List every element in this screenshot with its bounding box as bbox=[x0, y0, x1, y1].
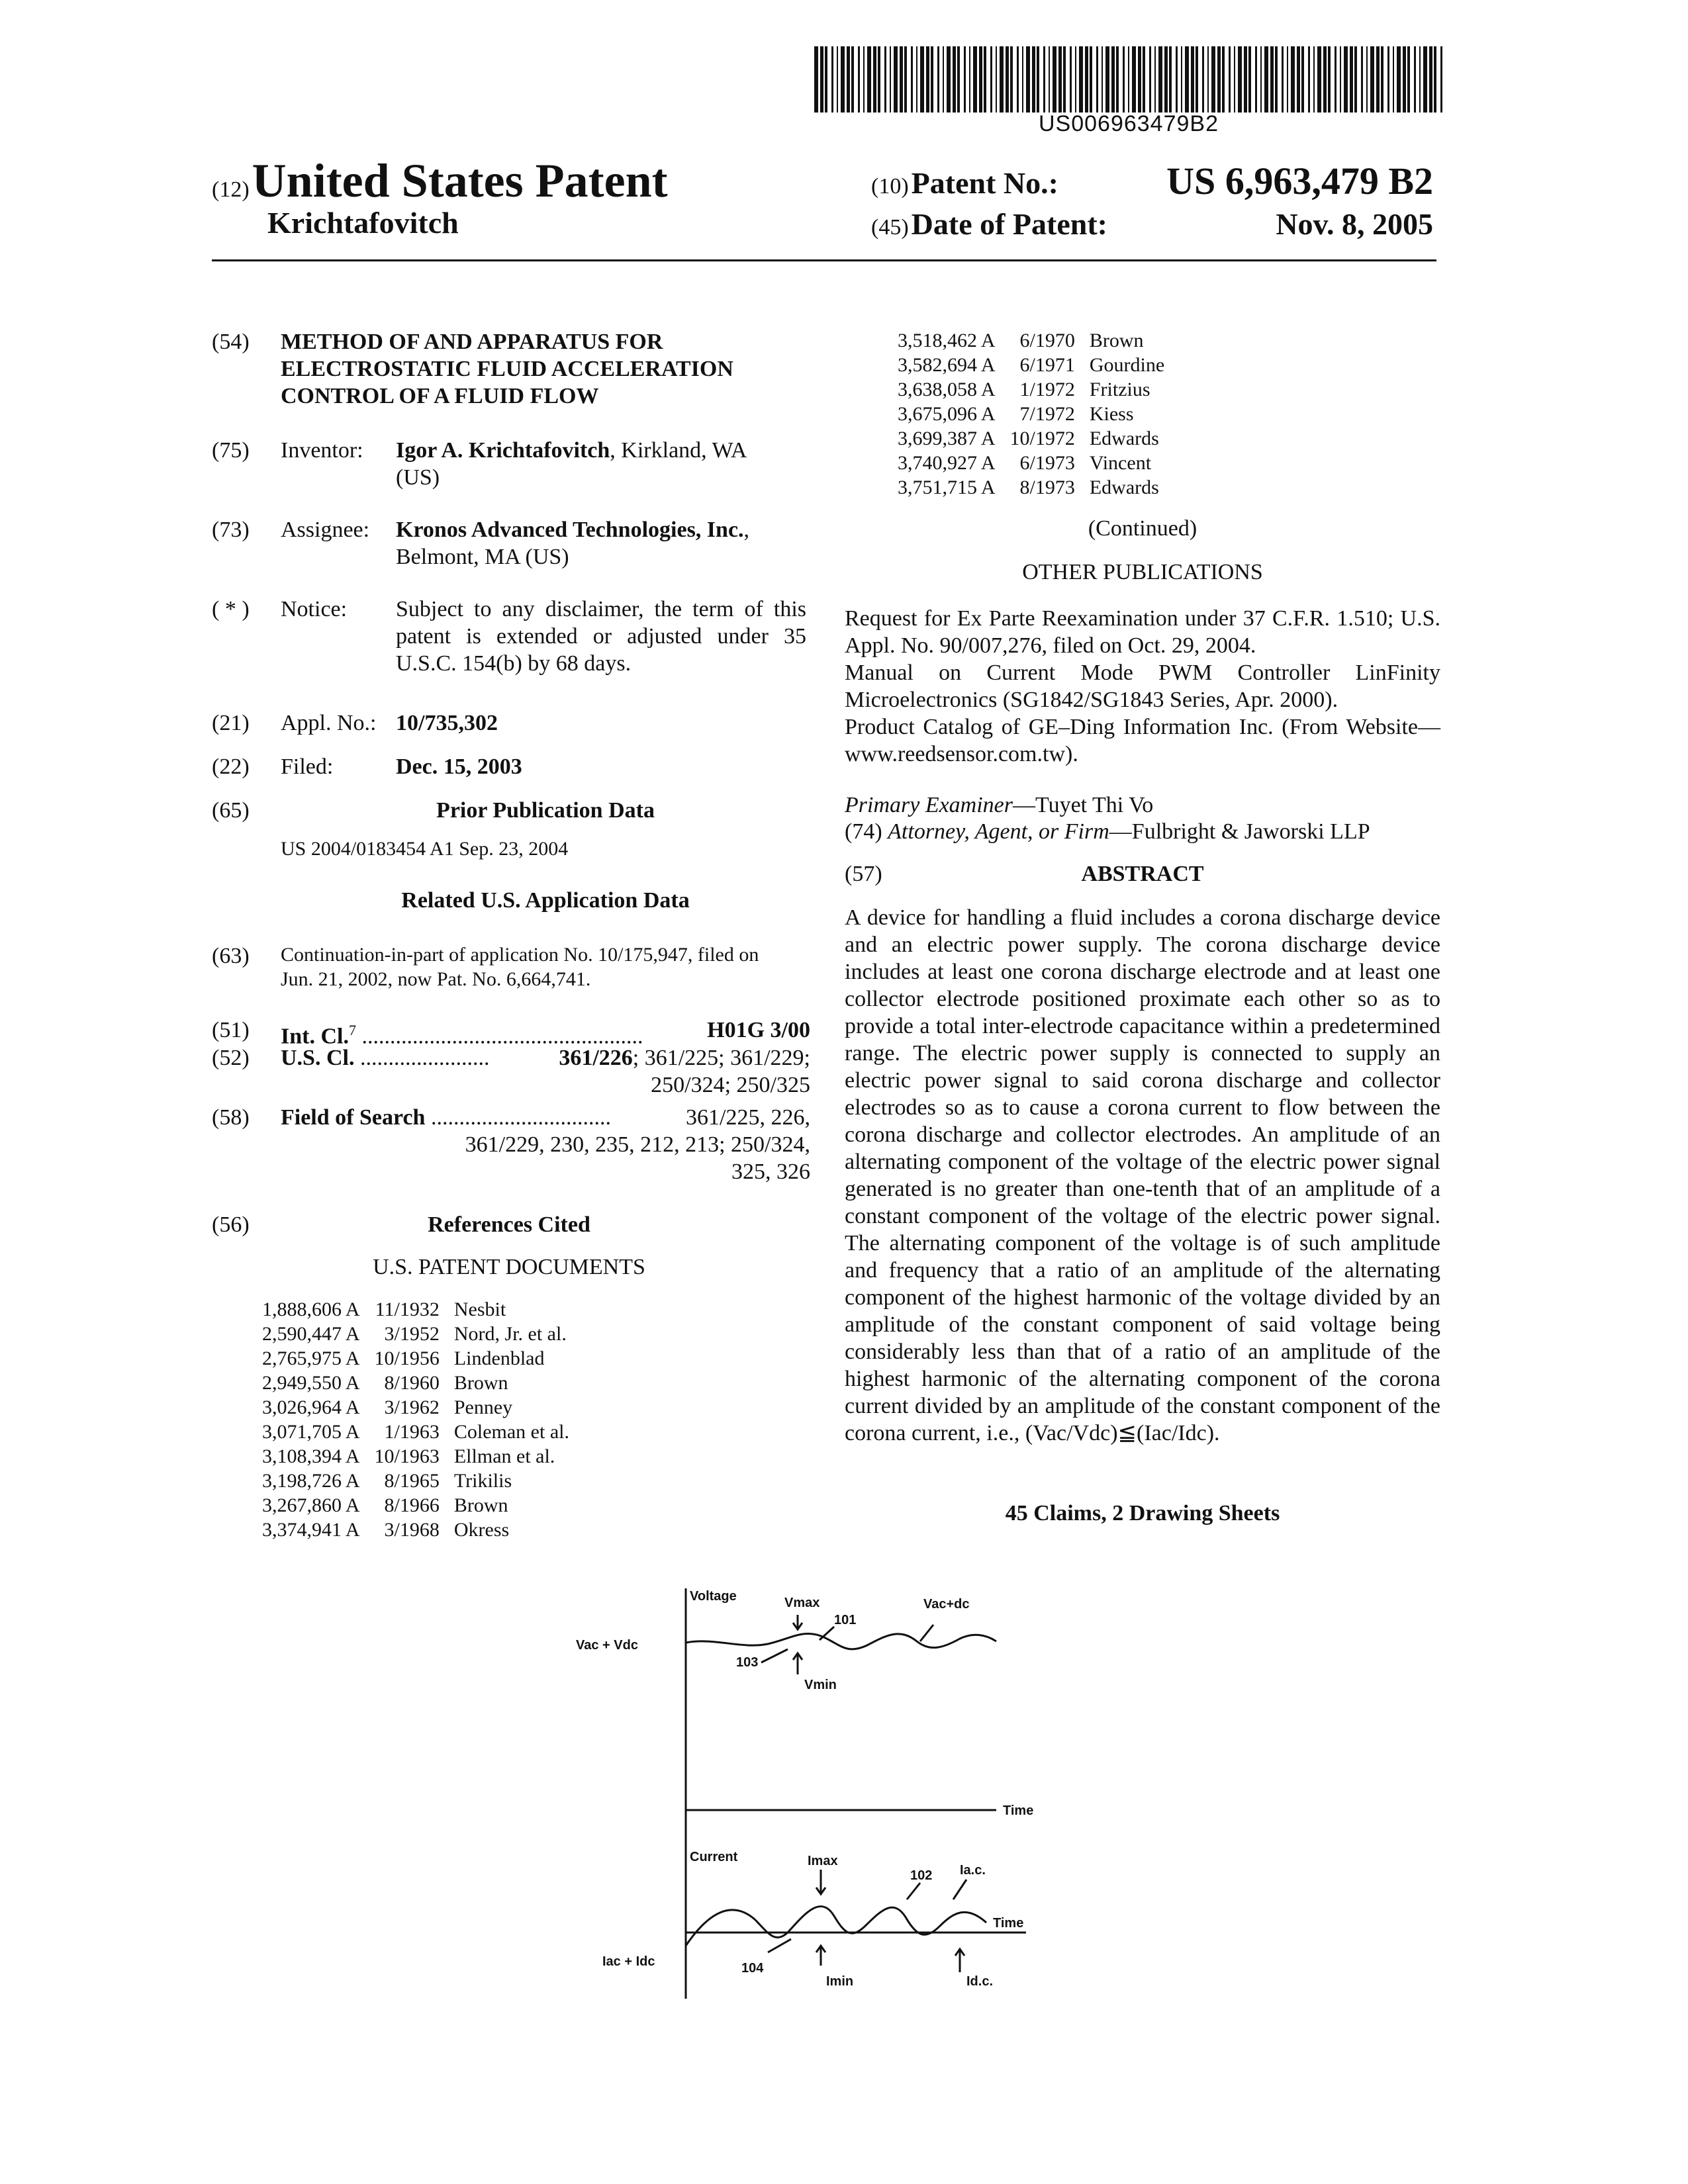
reference-row bbox=[898, 377, 1164, 402]
abstract-formula: (Vac/Vdc)≦(Iac/Idc). bbox=[1025, 1421, 1220, 1445]
leader-102 bbox=[907, 1883, 920, 1899]
reference-number: 2,949,550 A bbox=[262, 1372, 360, 1394]
reference-date: 7/1972 bbox=[1019, 403, 1075, 425]
left-current-label: Iac + Idc bbox=[602, 1954, 655, 1969]
notice-code: ( * ) bbox=[212, 597, 250, 621]
reference-row bbox=[262, 1469, 569, 1493]
references-table-right bbox=[898, 328, 1164, 500]
ref-102: 102 bbox=[910, 1868, 933, 1883]
leader-vacdc bbox=[920, 1625, 933, 1641]
reference-number: 3,751,715 A bbox=[898, 477, 996, 498]
reference-date: 10/1956 bbox=[374, 1347, 440, 1369]
patent-number-row: (10) Patent No.: bbox=[871, 166, 1058, 200]
other-publications bbox=[845, 605, 1440, 768]
references-cited-heading: References Cited bbox=[428, 1212, 590, 1237]
assignee-value: Kronos Advanced Technologies, Inc., Belmont, MA (US) bbox=[396, 518, 750, 569]
reference-name: Brown bbox=[1089, 330, 1144, 351]
iac-label: Ia.c. bbox=[960, 1863, 986, 1878]
appl-no-value: 10/735,302 bbox=[396, 711, 498, 735]
assignee-label: Assignee: bbox=[281, 518, 370, 542]
reference-row bbox=[898, 475, 1164, 500]
field-73-code: (73) bbox=[212, 518, 250, 542]
references-table-left bbox=[262, 1297, 569, 1542]
field-57-code: (57) bbox=[845, 862, 882, 886]
reference-number: 3,374,941 A bbox=[262, 1519, 360, 1541]
reference-date: 6/1973 bbox=[1019, 452, 1075, 474]
reference-date: 1/1963 bbox=[384, 1421, 440, 1443]
reference-name: Fritzius bbox=[1089, 379, 1150, 400]
patent-date: Nov. 8, 2005 bbox=[1276, 207, 1433, 241]
patent-type: (12) United States Patent bbox=[212, 154, 668, 207]
reference-date: 10/1972 bbox=[1009, 428, 1075, 449]
reference-number: 3,582,694 A bbox=[898, 354, 996, 376]
field-of-search-line3: 325, 326 bbox=[731, 1160, 810, 1184]
reference-row bbox=[898, 353, 1164, 377]
reference-date: 3/1962 bbox=[384, 1396, 440, 1418]
reference-name: Trikilis bbox=[453, 1470, 512, 1492]
field-58-code: (58) bbox=[212, 1105, 250, 1130]
field-56-code: (56) bbox=[212, 1212, 250, 1237]
idc-label: Id.c. bbox=[966, 1974, 994, 1989]
reference-date: 11/1932 bbox=[375, 1298, 440, 1320]
current-waveform bbox=[686, 1907, 986, 1946]
patent-number: US 6,963,479 B2 bbox=[1166, 159, 1433, 203]
continued-label: (Continued) bbox=[1088, 516, 1197, 541]
prior-publication-text: US 2004/0183454 A1 Sep. 23, 2004 bbox=[281, 838, 569, 860]
field-21-code: (21) bbox=[212, 711, 250, 735]
appl-no-label: Appl. No.: bbox=[281, 711, 377, 735]
leader-iac bbox=[953, 1880, 966, 1899]
reference-number: 1,888,606 A bbox=[262, 1298, 360, 1320]
reference-number: 3,518,462 A bbox=[898, 330, 996, 351]
reference-row bbox=[262, 1518, 569, 1542]
ref-104: 104 bbox=[741, 1961, 764, 1976]
field-65-code: (65) bbox=[212, 798, 250, 823]
field-22-code: (22) bbox=[212, 754, 250, 779]
idc-arrow bbox=[955, 1949, 964, 1972]
voltage-waveform bbox=[686, 1633, 996, 1649]
reference-row bbox=[262, 1322, 569, 1346]
reference-name: Penney bbox=[453, 1396, 513, 1418]
reference-number: 3,740,927 A bbox=[898, 452, 996, 474]
reference-name: Gourdine bbox=[1089, 354, 1165, 376]
abstract-text: A device for handling a fluid includes a corona discharge device and an electric power supply. The corona discharge device includes at least one corona discharge electrode and at least one collector electrode positioned proximate each other so as to provide a total inter-electrode capacitance within a predetermined range. The electric power supply is connected to supply an electric power signal to said corona discharge and collector electrodes so as to cause a corona current to flow between the corona discharge and collector electrodes. An amplitude of an alternating component of the voltage of the electric power signal generated is no greater than one-tenth that of an amplitude of a constant component of the voltage of the electric power signal. The alternating component of the voltage is of such amplitude and frequency that a ratio of an amplitude of the alternating component of the highest harmonic of the voltage divided by an amplitude of the constant component of said voltage being considerably less than that of a ratio of an amplitude of the highest harmonic of the alternating component of the corona current divided by an amplitude of the constant component of the corona current, i.e., (Vac/Vdc)≦(Iac/Idc). bbox=[845, 905, 1440, 1445]
reference-date: 8/1966 bbox=[384, 1494, 440, 1516]
reference-number: 3,198,726 A bbox=[262, 1470, 360, 1492]
reference-name: Coleman et al. bbox=[453, 1421, 569, 1443]
time-label-1: Time bbox=[1003, 1803, 1034, 1818]
int-cl-row: Int. Cl.$^7$ .................................................. bbox=[281, 1022, 643, 1049]
inventor-label: Inventor: bbox=[281, 438, 363, 463]
reference-row bbox=[262, 1493, 569, 1518]
reference-date: 8/1973 bbox=[1019, 477, 1075, 498]
reference-date: 10/1963 bbox=[374, 1445, 440, 1467]
field-54-code: (54) bbox=[212, 330, 250, 354]
filed-value: Dec. 15, 2003 bbox=[396, 754, 522, 779]
field-51-code: (51) bbox=[212, 1018, 250, 1042]
related-application-heading: Related U.S. Application Data bbox=[401, 888, 690, 913]
attorney-agent: (74) Attorney, Agent, or Firm—Fulbright & Jaworski LLP bbox=[845, 819, 1370, 844]
voltage-axis-label: Voltage bbox=[690, 1589, 737, 1604]
reference-name: Lindenblad bbox=[453, 1347, 545, 1369]
reference-name: Okress bbox=[453, 1519, 510, 1541]
reference-name: Ellman et al. bbox=[453, 1445, 555, 1467]
representative-drawing bbox=[563, 1588, 1092, 1999]
reference-number: 3,699,387 A bbox=[898, 428, 996, 449]
filed-label: Filed: bbox=[281, 754, 334, 779]
reference-date: 6/1970 bbox=[1019, 330, 1075, 351]
vmax-arrow bbox=[793, 1615, 802, 1629]
us-cl-label: U.S. Cl. ....................... bbox=[281, 1046, 490, 1070]
title-of-invention: METHOD OF AND APPARATUS FOR ELECTROSTATIC FLUID ACCELERATION CONTROL OF A FLUID FLOW bbox=[281, 330, 733, 408]
reference-date: 1/1972 bbox=[1019, 379, 1075, 400]
left-voltage-label: Vac + Vdc bbox=[576, 1638, 638, 1653]
field-75-code: (75) bbox=[212, 438, 250, 463]
barcode bbox=[814, 46, 1443, 113]
current-axis-label: Current bbox=[690, 1850, 738, 1864]
notice-text: Subject to any disclaimer, the term of this patent is extended or adjusted under 35 U.S.C. 154(b) by 68 days. bbox=[396, 597, 806, 676]
reference-name: Nord, Jr. et al. bbox=[453, 1323, 567, 1345]
continuation-text: Continuation-in-part of application No. 10/175,947, filed on Jun. 21, 2002, now Pat. No. 6,664,741. bbox=[281, 944, 759, 990]
us-cl-value: 361/226; 361/225; 361/229; bbox=[559, 1046, 810, 1070]
leader-104 bbox=[768, 1939, 791, 1952]
us-cl-value-line2: 250/324; 250/325 bbox=[651, 1073, 810, 1097]
reference-date: 8/1960 bbox=[384, 1372, 440, 1394]
other-publications-heading: OTHER PUBLICATIONS bbox=[1022, 560, 1263, 584]
reference-name: Edwards bbox=[1089, 428, 1159, 449]
reference-name: Brown bbox=[453, 1372, 508, 1394]
reference-row bbox=[262, 1395, 569, 1420]
us-patent-documents-heading: U.S. PATENT DOCUMENTS bbox=[373, 1255, 645, 1279]
imin-arrow bbox=[816, 1946, 825, 1966]
leader-103 bbox=[761, 1649, 788, 1662]
vmax-label: Vmax bbox=[784, 1596, 820, 1610]
reference-date: 8/1965 bbox=[384, 1470, 440, 1492]
ref-103: 103 bbox=[736, 1655, 759, 1670]
notice-label: Notice: bbox=[281, 597, 348, 621]
header-divider bbox=[212, 259, 1436, 261]
imin-label: Imin bbox=[826, 1974, 854, 1989]
patent-title: United States Patent bbox=[252, 154, 668, 207]
reference-number: 2,590,447 A bbox=[262, 1323, 360, 1345]
reference-date: 3/1968 bbox=[384, 1519, 440, 1541]
reference-name: Kiess bbox=[1089, 403, 1134, 425]
reference-number: 3,638,058 A bbox=[898, 379, 996, 400]
field-52-code: (52) bbox=[212, 1046, 250, 1070]
field-of-search-line2: 361/229, 230, 235, 212, 213; 250/324, bbox=[465, 1132, 810, 1157]
reference-number: 3,108,394 A bbox=[262, 1445, 360, 1467]
barcode-number: US006963479B2 bbox=[1038, 111, 1219, 136]
reference-row bbox=[898, 426, 1164, 451]
reference-row bbox=[262, 1371, 569, 1395]
reference-number: 3,071,705 A bbox=[262, 1421, 360, 1443]
abstract-heading: ABSTRACT bbox=[1081, 862, 1204, 886]
vmin-label: Vmin bbox=[804, 1678, 837, 1692]
claims-summary: 45 Claims, 2 Drawing Sheets bbox=[1005, 1501, 1280, 1525]
reference-name: Nesbit bbox=[453, 1298, 506, 1320]
vmin-arrow bbox=[793, 1653, 802, 1674]
reference-date: 3/1952 bbox=[384, 1323, 440, 1345]
reference-name: Vincent bbox=[1089, 452, 1152, 474]
reference-number: 3,675,096 A bbox=[898, 403, 996, 425]
reference-row bbox=[262, 1420, 569, 1444]
reference-number: 3,267,860 A bbox=[262, 1494, 360, 1516]
reference-row bbox=[898, 328, 1164, 353]
reference-row bbox=[898, 451, 1164, 475]
reference-row bbox=[262, 1346, 569, 1371]
prior-publication-heading: Prior Publication Data bbox=[436, 798, 655, 823]
imax-arrow bbox=[816, 1870, 825, 1894]
time-label-2: Time bbox=[993, 1916, 1024, 1931]
reference-date: 6/1971 bbox=[1019, 354, 1075, 376]
primary-examiner: Primary Examiner—Tuyet Thi Vo bbox=[845, 793, 1154, 817]
date-row: (45) Date of Patent: bbox=[871, 207, 1107, 241]
field-63-code: (63) bbox=[212, 944, 250, 968]
vacdc-label: Vac+dc bbox=[923, 1597, 970, 1612]
other-publication-item: Product Catalog of GE–Ding Information Inc. (From Website—www.reedsensor.com.tw). bbox=[845, 715, 1440, 766]
field-of-search-label: Field of Search ................................ bbox=[281, 1105, 611, 1130]
inventor-value: Igor A. Krichtafovitch, Kirkland, WA (US) bbox=[396, 438, 747, 490]
reference-row bbox=[262, 1444, 569, 1469]
other-publication-item: Request for Ex Parte Reexamination under 37 C.F.R. 1.510; U.S. Appl. No. 90/007,276, filed on Oct. 29, 2004. bbox=[845, 606, 1440, 658]
reference-name: Edwards bbox=[1089, 477, 1159, 498]
other-publication-item: Manual on Current Mode PWM Controller LinFinity Microelectronics (SG1842/SG1843 Series, Apr. 2000). bbox=[845, 660, 1440, 712]
reference-row bbox=[898, 402, 1164, 426]
field-of-search-value: 361/225, 226, bbox=[686, 1105, 810, 1130]
int-cl-value: H01G 3/00 bbox=[707, 1018, 810, 1042]
inventor-surname: Krichtafovitch bbox=[267, 206, 459, 240]
reference-number: 3,026,964 A bbox=[262, 1396, 360, 1418]
imax-label: Imax bbox=[808, 1854, 838, 1868]
ref-101: 101 bbox=[834, 1613, 857, 1627]
reference-number: 2,765,975 A bbox=[262, 1347, 360, 1369]
reference-name: Brown bbox=[453, 1494, 508, 1516]
reference-row bbox=[262, 1297, 569, 1322]
